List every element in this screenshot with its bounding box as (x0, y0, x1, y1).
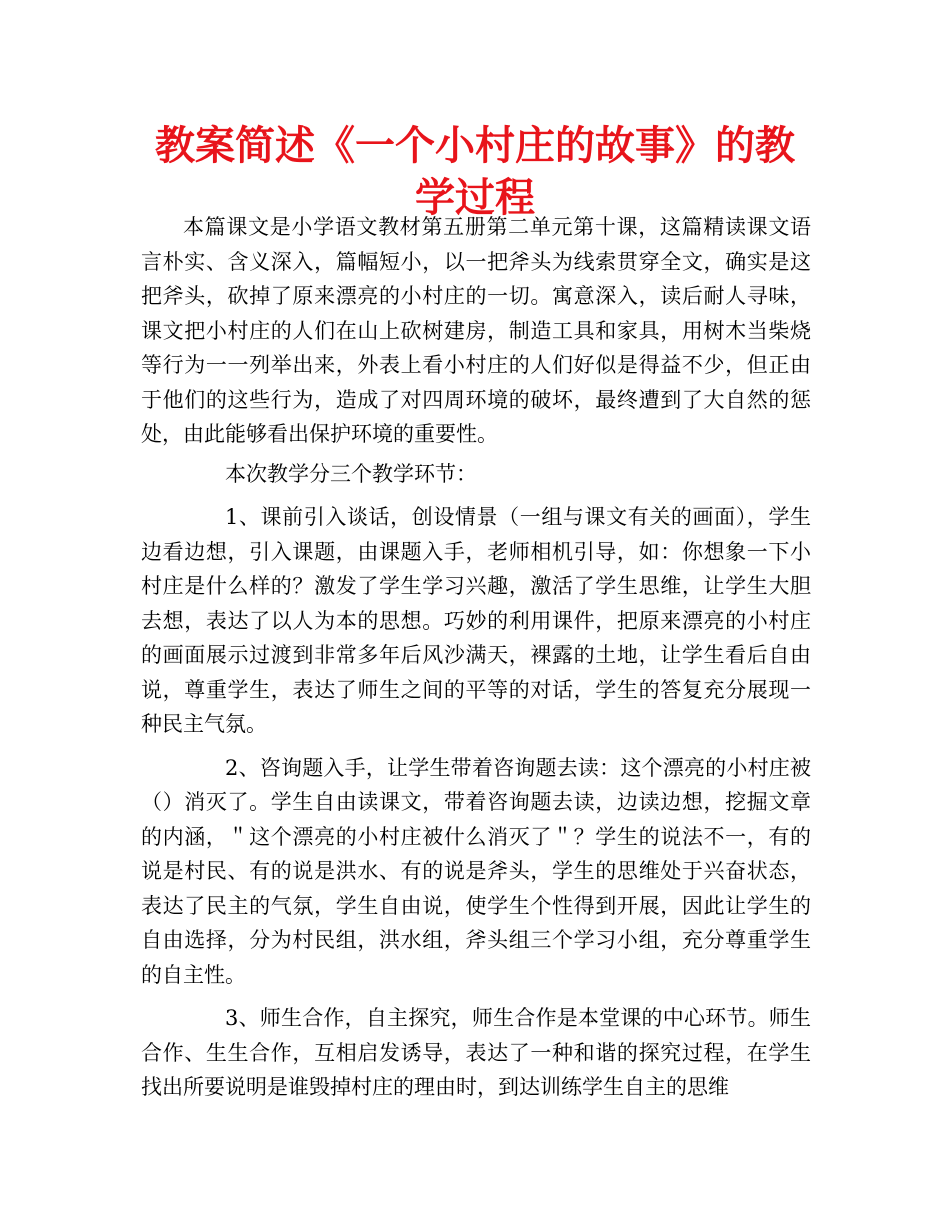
step-1-paragraph: 1、课前引入谈话，创设情景（一组与课文有关的画面），学生边看边想，引入课题，由课题入手，老师相机引导，如：你想象一下小村庄是什么样的？激发了学生学习兴趣，激活了学生思维，让学生大胆去想，表达了以人为本的思想。巧妙的利用课件，把原来漂亮的小村庄的画面展示过渡到非常多年后风沙满天，裸露的土地，让学生看后自由说，尊重学生，表达了师生之间的平等的对话，学生的答复充分展现一种民主气氛。 (141, 505, 811, 736)
step-3-paragraph: 3、师生合作，自主探究，师生合作是本堂课的中心环节。师生合作、生生合作，互相启发诱导，表达了一种和谐的探究过程，在学生找出所要说明是谁毁掉村庄的理由时，到达训练学生自主的思维 (141, 1006, 811, 1099)
section-lead-paragraph: 本次教学分三个教学环节： (225, 461, 477, 486)
intro-paragraph: 本篇课文是小学语文教材第五册第二单元第十课，这篇精读课文语言朴实、含义深入，篇幅短小，以一把斧头为线索贯穿全文，确实是这把斧头，砍掉了原来漂亮的小村庄的一切。寓意深入，读后耐人寻味，课文把小村庄的人们在山上砍树建房，制造工具和家具，用树木当柴烧等行为一一列举出来，外表上看小村庄的人们好似是得益不少，但正由于他们的这些行为，造成了对四周环境的破坏，最终遭到了大自然的惩处，由此能够看出保护环境的重要性。 (141, 215, 811, 446)
document-body (141, 210, 811, 1105)
step-2-paragraph: 2、咨询题入手，让学生带着咨询题去读：这个漂亮的小村庄被（）消灭了。学生自由读课文，带着咨询题去读，边读边想，挖掘文章的内涵，＂这个漂亮的小村庄被什么消灭了＂？学生的说法不一，有的说是村民、有的说是洪水、有的说是斧头，学生的思维处于兴奋状态，表达了民主的气氛，学生自由说，使学生个性得到开展，因此让学生的自由选择，分为村民组，洪水组，斧头组三个学习小组，充分尊重学生的自主性。 (141, 755, 811, 987)
document-title: 教案简述《一个小村庄的故事》的教学过程 (155, 123, 795, 221)
